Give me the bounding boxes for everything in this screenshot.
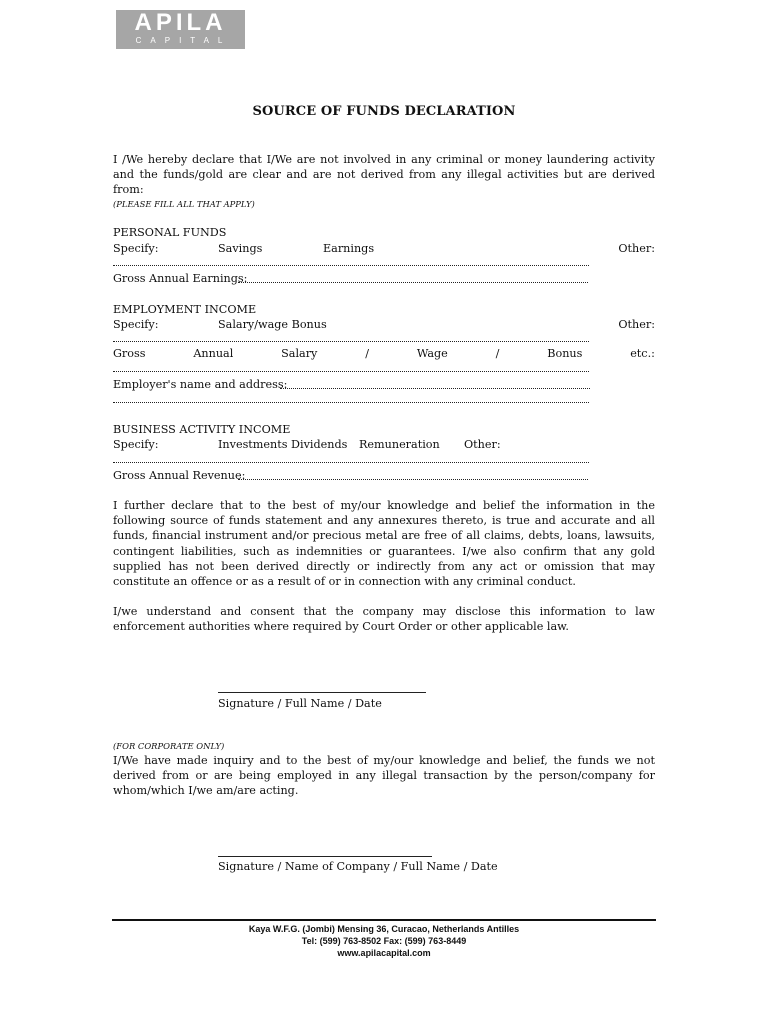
consent-paragraph: I/we understand and consent that the company may disclose this information to law enforcement authorities where required by Court Order or other applicable law. xyxy=(113,605,655,634)
signature-caption: Signature / Full Name / Date xyxy=(218,697,382,710)
business-specify-label: Specify: xyxy=(113,438,159,451)
declaration-paragraph: I further declare that to the best of my/our knowledge and belief the information in the following source of funds statement and any annexures thereto, is true and accurate and all funds, financial instrument and/or precious metal are free of all claims, debts, loans, lawsuits, contingent liabilities, such as indemnities or guarantees. I/we also confirm that any gold supplied has not been derived directly or indirectly from any act or omission that may constitute an offence or as a result of or in connection with any criminal conduct. xyxy=(113,499,655,589)
personal-other-label: Other: xyxy=(618,242,655,255)
employment-income-heading: EMPLOYMENT INCOME xyxy=(113,303,257,316)
gross-annual-salary-field[interactable] xyxy=(113,371,589,372)
gross-word: Wage xyxy=(416,347,448,360)
footer-website[interactable]: www.apilacapital.com xyxy=(337,948,431,958)
gross-annual-revenue-field[interactable] xyxy=(238,479,588,480)
gross-annual-revenue-label: Gross Annual Revenue: xyxy=(113,469,246,482)
business-other-label: Other: xyxy=(464,438,501,451)
personal-other-field[interactable] xyxy=(113,265,589,266)
personal-funds-heading: PERSONAL FUNDS xyxy=(113,226,227,239)
gross-word: etc.: xyxy=(630,347,655,360)
personal-option-earnings[interactable]: Earnings xyxy=(323,242,375,255)
signature-line[interactable] xyxy=(218,692,426,693)
corporate-signature-line[interactable] xyxy=(218,856,432,857)
personal-specify-label: Specify: xyxy=(113,242,159,255)
employment-specify-label: Specify: xyxy=(113,318,159,331)
gross-word: / xyxy=(365,347,369,360)
company-logo xyxy=(116,10,245,49)
gross-word: Bonus xyxy=(547,347,583,360)
gross-word: / xyxy=(495,347,500,360)
document-title: SOURCE OF FUNDS DECLARATION xyxy=(252,104,516,119)
logo-text-apila: APILA xyxy=(134,9,227,36)
gross-annual-earnings-label: Gross Annual Earnings: xyxy=(113,272,248,285)
employment-other-field[interactable] xyxy=(113,341,589,342)
corporate-only-note: (FOR CORPORATE ONLY) xyxy=(113,741,225,751)
gross-annual-earnings-field[interactable] xyxy=(238,282,588,283)
business-option-remuneration[interactable]: Remuneration xyxy=(359,438,440,451)
employer-address-field-2[interactable] xyxy=(113,402,589,403)
corporate-paragraph: I/We have made inquiry and to the best of my/our knowledge and belief, the funds we not derived from or are being employed in any illegal transaction by the person/company for whom/which I/we am/are acting. xyxy=(113,754,655,798)
business-other-field[interactable] xyxy=(113,462,589,463)
intro-paragraph: I /We hereby declare that I/We are not involved in any criminal or money laundering activity and the funds/gold are clear and are not derived from any illegal activities but are derived from: xyxy=(113,153,655,197)
business-activity-heading: BUSINESS ACTIVITY INCOME xyxy=(113,423,291,436)
business-option-investments[interactable]: Investments Dividends xyxy=(218,438,348,451)
gross-word: Annual xyxy=(193,347,234,360)
gross-annual-salary-line xyxy=(113,346,655,361)
footer-divider xyxy=(112,919,656,921)
employer-name-address-label: Employer's name and address: xyxy=(113,378,288,391)
footer-phone-fax: Tel: (599) 763-8502 Fax: (599) 763-8449 xyxy=(301,936,467,946)
corporate-signature-caption: Signature / Name of Company / Full Name / Date xyxy=(218,860,498,873)
employment-other-label: Other: xyxy=(618,318,655,331)
employment-option-salary[interactable]: Salary/wage Bonus xyxy=(218,318,327,331)
employer-name-address-field[interactable] xyxy=(280,388,590,389)
logo-text-capital: CAPITAL xyxy=(135,36,232,45)
fill-note: (PLEASE FILL ALL THAT APPLY) xyxy=(113,199,255,209)
personal-option-savings[interactable]: Savings xyxy=(218,242,263,255)
footer-address: Kaya W.F.G. (Jombi) Mensing 36, Curacao, Netherlands Antilles xyxy=(248,924,520,934)
gross-word: Salary xyxy=(281,347,318,360)
gross-word: Gross xyxy=(113,347,146,360)
